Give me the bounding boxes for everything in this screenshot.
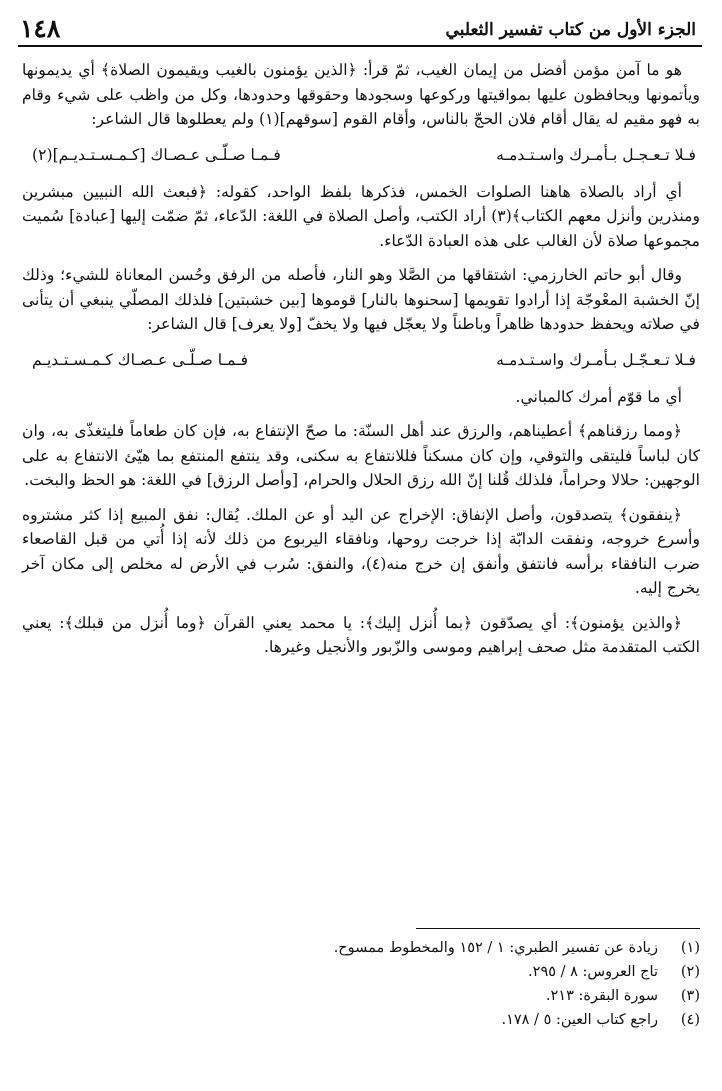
footnote-number: (٢)	[680, 964, 700, 980]
footnote	[22, 936, 700, 960]
footnote	[22, 960, 700, 984]
running-title: الجزء الأول من كتاب تفسير الثعلبي	[445, 20, 696, 40]
footnote-rule	[416, 928, 700, 929]
page-number: ١٤٨	[20, 14, 61, 43]
paragraph: أي ما قوّم أمرك كالمباني.	[515, 387, 682, 406]
footnote-text: تاج العروس: ٨ / ٢٩٥.	[528, 964, 658, 980]
main-text	[22, 58, 700, 670]
verse-first-hemistich: فـلا تـعـجّـل بـأمـرك واسـتـدمـه	[496, 350, 696, 369]
paragraph: وقال أبو حاتم الخارزمي: اشتقاقها من الصَّلا وهو النار، فأصله من الرفق وحُسن المعاناة للشيء؛ وذلك إنّ الخشبة المعْوجّة إذا أرادوا تقويمها [سحنوها بالنار] قوموها [بين خشبتين] فلذلك المصلّي ينبغي أن يتأنى في صلاته ويحفظ حدودها ظاهراً وباطناً ولا يعجّل فيها ولا يخفّ [ولا يعرف] قال الشاعر:	[22, 266, 700, 333]
paragraph: ﴿ينفقون﴾ يتصدقون، وأصل الإنفاق: الإخراج عن اليد أو عن الملك. يُقال: نفق المبيع إذا كثر مشتروه وأسرع خروجه، ونفقت الدابّة إذا خرجت روحها، ونافقاء اليربوع من ذلك لأنه إذا أُتي من قبل القاصعاء ضرب النافقاء برأسه فانتفق وأنفق إن خرج منه(٤)، والنفق: سُرب في الأرض له مخلص إلى مكان آخر يخرج إليه.	[22, 505, 700, 597]
footnote-text: راجع كتاب العين: ٥ / ١٧٨.	[501, 1012, 658, 1028]
header-rule	[18, 45, 702, 47]
verse-second-hemistich: فـمـا صـلّـى عـصـاك كـمـسـتـديـم	[32, 350, 249, 369]
paragraph: هو ما آمن مؤمن أفضل من إيمان الغيب، ثمّ قرأ: ﴿الذين يؤمنون بالغيب ويقيمون الصلاة﴾ أي يديمونها ويأتمونها ويحافظون عليها بمواقيتها وركوعها وسجودها وحقوقها وحدودها، وكل من واظب على شيء وقام به فهو مقيم له يقال أقام فلان الحجّ بالناس، وأقام القوم [سوقهم](١) ولم يعطلوها قال الشاعر:	[22, 61, 700, 128]
footnote	[22, 1008, 700, 1032]
paragraph: ﴿ومما رزقناهم﴾ أعطيناهم، والرزق عند أهل السنّة: ما صحّ الإنتفاع به، فإن كان طعاماً فليتغذّى به، وان كان لباساً فليتقى والتوقي، وإن كان مسكناً فللانتفاع به سكنى، وقد ينتفع المنتفع بما هيّئ الانتفاع به على الوجهين: حلالا وحراماً، فلذلك قُلنا إنّ الله رزق الحلال والحرام، [وأصل الرزق] في اللغة: هو الحظ والبخت.	[22, 422, 700, 489]
verse-second-hemistich: فـمـا صـلّـى عـصـاك [كـمـسـتـديـم](٢)	[32, 145, 281, 164]
footnote-text: سورة البقرة: ٢١٣.	[545, 988, 658, 1004]
footnote-number: (٤)	[680, 1012, 700, 1028]
footnote-number: (٣)	[680, 988, 700, 1004]
paragraph: أي أراد بالصلاة هاهنا الصلوات الخمس، فذكرها بلفظ الواحد، كقوله: ﴿فبعث الله النبيين مبشرين ومنذرين وأنزل معهم الكتاب﴾(٣) أراد الكتب، وأصل الصلاة في اللغة: الدّعاء، ثمّ ضمّت إليها [عبادة] سُميت مجموعها صلاة لأن الغالب على هذه العبادة الدّعاء.	[22, 182, 700, 250]
poetry-verse	[22, 347, 700, 373]
paragraph: ﴿والذين يؤمنون﴾: أي يصدّقون ﴿بما أُنزل إليك﴾: يا محمد يعني القرآن ﴿وما أُنزل من قبلك﴾: يعني الكتب المتقدمة مثل صحف إبراهيم وموسى والزّبور والأنجيل وغيرها.	[22, 613, 700, 656]
poetry-verse	[22, 142, 700, 168]
footnote-number: (١)	[680, 940, 700, 956]
page-header	[20, 8, 696, 44]
verse-first-hemistich: فـلا تـعـجـل بـأمـرك واسـتـدمـه	[496, 145, 696, 164]
footnote	[22, 984, 700, 1008]
footnote-text: زيادة عن تفسير الطبري: ١ / ١٥٢ والمخطوط ممسوح.	[333, 940, 658, 956]
footnotes	[22, 936, 700, 1032]
